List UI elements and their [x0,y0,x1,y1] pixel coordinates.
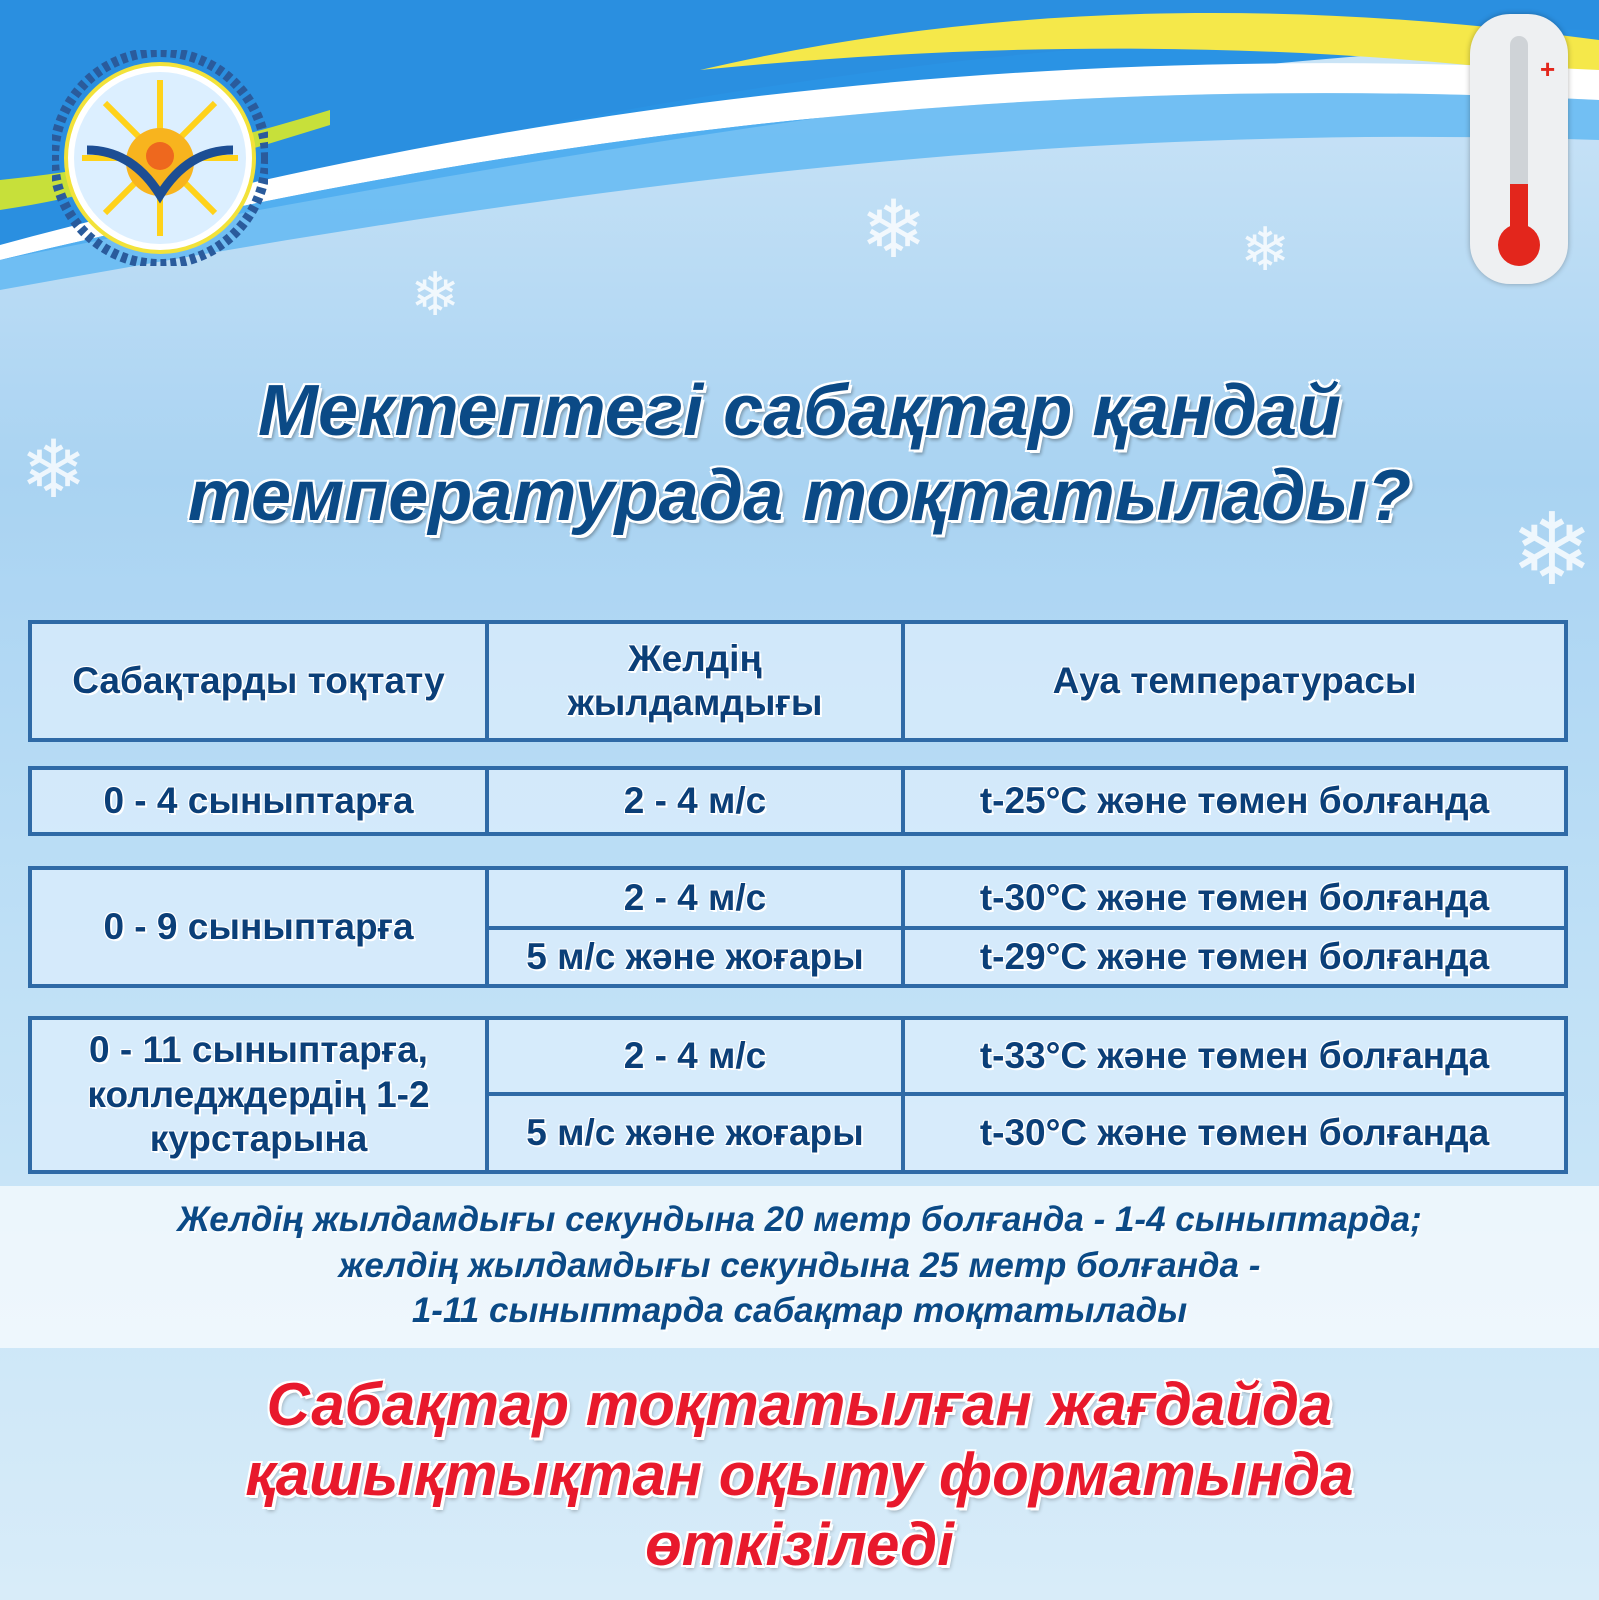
thermometer-icon: + [1470,14,1568,284]
warning-line-1: Сабақтар тоқтатылған жағдайда [266,1371,1333,1438]
temp-cell: t-25°C және төмен болғанда [901,766,1568,836]
snowflake-icon: ❄ [1510,494,1594,606]
warning-line-3: өткізіледі [645,1511,954,1578]
wind-cell: 5 м/с және жоғары [485,926,905,988]
wind-cell: 2 - 4 м/с [485,1016,905,1096]
sun-book-logo [52,50,268,266]
header-grades: Сабақтарды тоқтату [28,620,489,742]
note-line-3: 1-11 сыныптарда сабақтар тоқтатылады [411,1291,1188,1330]
wind-cell: 2 - 4 м/с [485,866,905,930]
page-title-line-2: температурада тоқтатылады? [187,456,1412,536]
header-temperature: Ауа температурасы [901,620,1568,742]
header-wind: Желдің жылдамдығы [485,620,905,742]
temp-cell: t-29°C және төмен болғанда [901,926,1568,988]
wind-cell: 2 - 4 м/с [485,766,905,836]
note-line-1: Желдің жылдамдығы секундына 20 метр болғанда - 1-4 сыныптарда; [177,1200,1422,1239]
temp-cell: t-30°C және төмен болғанда [901,1092,1568,1174]
snowflake-icon: ❄ [860,185,928,274]
page-title-line-1: Мектептегі сабақтар қандай [258,371,1341,451]
snowflake-icon: ❄ [20,425,88,514]
grade-cell: 0 - 11 сыныптарға, колледждердің 1-2 курстарына [28,1016,489,1174]
temp-cell: t-30°C және төмен болғанда [901,866,1568,930]
warning-line-2: қашықтықтан оқыту форматында [245,1441,1354,1508]
snowflake-icon: ❄ [1240,216,1291,283]
snowflake-icon: ❄ [410,261,461,328]
temp-cell: t-33°C және төмен болғанда [901,1016,1568,1096]
grade-cell: 0 - 4 сыныптарға [28,766,489,836]
grade-cell: 0 - 9 сыныптарға [28,866,489,988]
wind-cell: 5 м/с және жоғары [485,1092,905,1174]
note-line-2: желдің жылдамдығы секундына 25 метр болғанда - [338,1246,1261,1285]
